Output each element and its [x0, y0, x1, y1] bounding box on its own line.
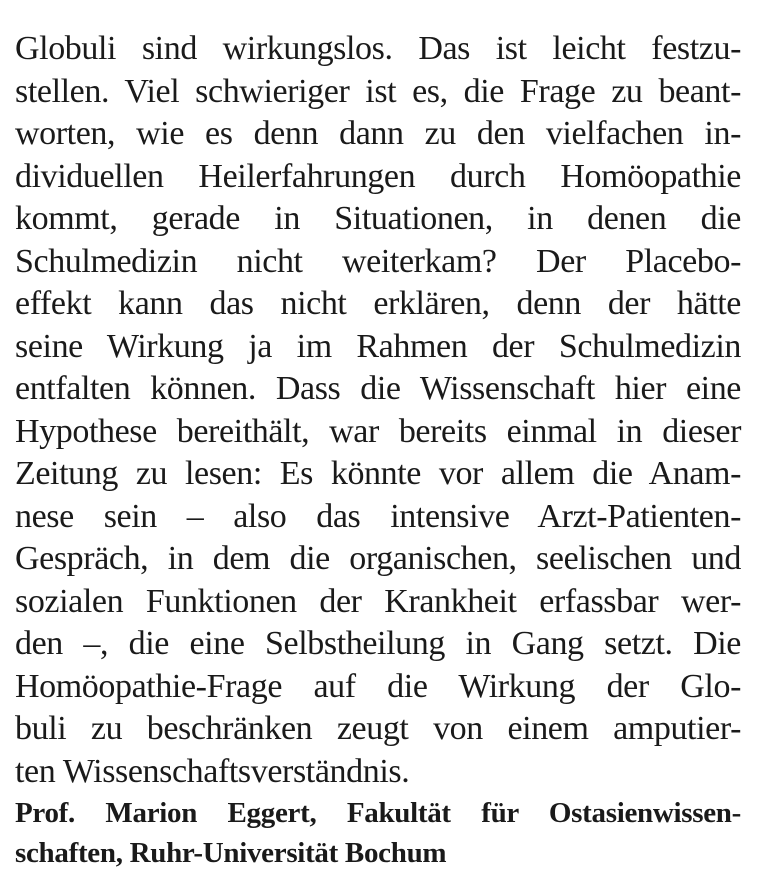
body-line: den –, die eine Selbstheilung in Gang setzt. Die: [15, 625, 741, 662]
body-line: effekt kann das nicht erklären, denn der hätte: [15, 285, 741, 322]
signature-line: Prof. Marion Eggert, Fakultät für Ostasienwissen-: [15, 797, 741, 829]
letter-to-editor: [15, 28, 741, 873]
body-line: Globuli sind wirkungslos. Das ist leicht festzu-: [15, 30, 741, 67]
body-line: Zeitung zu lesen: Es könnte vor allem die Anam-: [15, 455, 741, 492]
body-line: entfalten können. Dass die Wissenschaft hier eine: [15, 370, 741, 407]
body-line: sozialen Funktionen der Krankheit erfassbar wer-: [15, 582, 741, 620]
body-line: seine Wirkung ja im Rahmen der Schulmedizin: [15, 327, 741, 365]
body-line: kommt, gerade in Situationen, in denen die: [15, 200, 741, 237]
body-line: buli zu beschränken zeugt von einem amputier-: [15, 710, 741, 747]
author-signature: [15, 793, 741, 873]
letter-body-text: [15, 28, 741, 793]
body-line: dividuellen Heilerfahrungen durch Homöopathie: [15, 157, 741, 195]
body-line: ten Wissenschaftsverständnis.: [15, 752, 410, 790]
body-line: worten, wie es denn dann zu den vielfachen in-: [15, 115, 741, 152]
body-line: Homöopathie-Frage auf die Wirkung der Glo-: [15, 667, 741, 705]
body-line: stellen. Viel schwieriger ist es, die Frage zu beant-: [15, 72, 741, 110]
body-line: Gespräch, in dem die organischen, seelischen und: [15, 540, 741, 577]
signature-line: schaften, Ruhr-Universität Bochum: [15, 837, 447, 869]
body-line: Hypothese bereithält, war bereits einmal in dieser: [15, 412, 741, 450]
body-line: nese sein – also das intensive Arzt-Patienten-: [15, 497, 741, 535]
body-line: Schulmedizin nicht weiterkam? Der Placebo-: [15, 242, 741, 280]
